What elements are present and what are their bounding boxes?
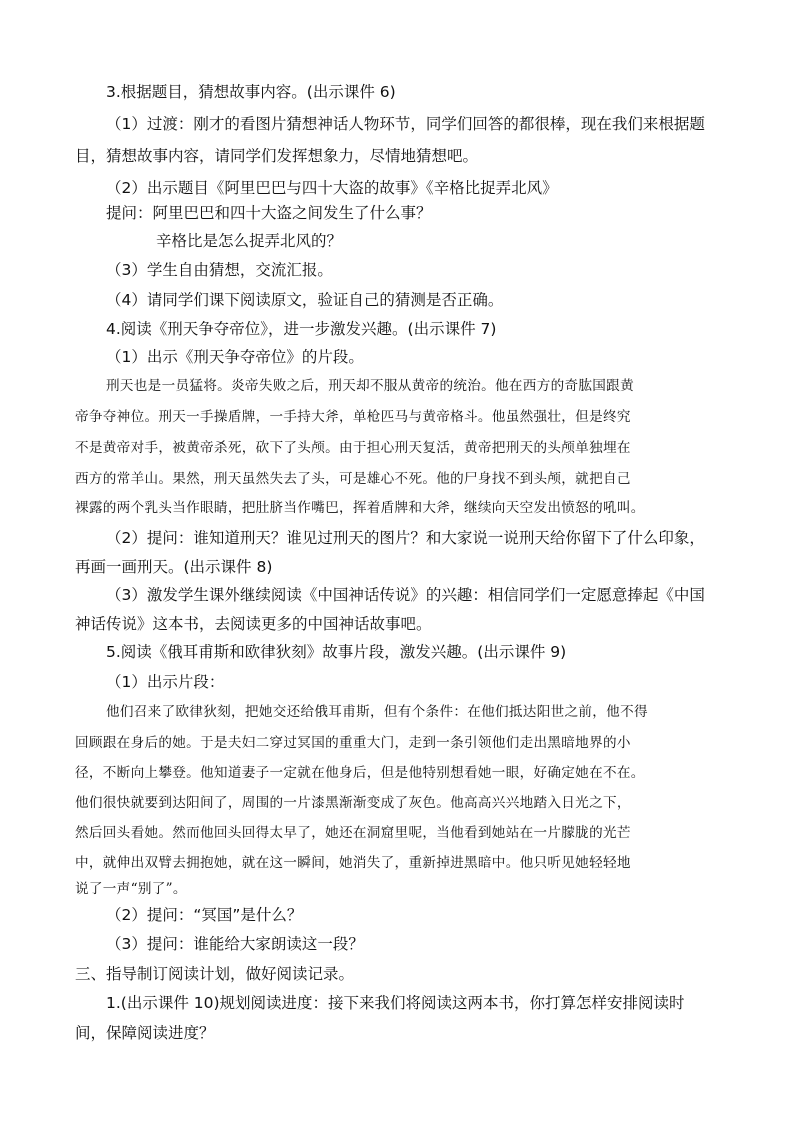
quote-line: 帝争夺神位。刑天一手操盾牌，一手持大斧，单枪匹马与黄帝格斗。他虽然强壮，但是终究 bbox=[75, 409, 631, 425]
text-line: （2）出示题目《阿里巴巴与四十大盗的故事》《辛格比捉弄北风》 bbox=[106, 179, 558, 197]
text-line: 间，保障阅读进度？ bbox=[75, 1024, 215, 1042]
quote-line: 他们召来了欧律狄刻，把她交还给俄耳甫斯，但有个条件：在他们抵达阳世之前，他不得 bbox=[106, 704, 648, 720]
quote-line: 不是黄帝对手，被黄帝杀死，砍下了头颅。由于担心刑天复活，黄帝把刑天的头颅单独埋在 bbox=[75, 440, 631, 456]
quote-line: 裸露的两个乳头当作眼睛，把肚脐当作嘴巴，挥着盾牌和大斧，继续向天空发出愤怒的吼叫。 bbox=[75, 500, 645, 516]
quote-line: 回顾跟在身后的她。于是夫妇二穿过冥国的重重大门，走到一条引领他们走出黑暗地界的小 bbox=[75, 735, 631, 751]
quote-line: 刑天也是一员猛将。炎帝失败之后，刑天却不服从黄帝的统治。他在西方的奇肱国跟黄 bbox=[106, 378, 634, 394]
text-line: （3）激发学生课外继续阅读《中国神话传说》的兴趣：相信同学们一定愿意捧起《中国 bbox=[106, 586, 705, 604]
quote-line: 中，就伸出双臂去拥抱她，就在这一瞬间，她消失了，重新掉进黑暗中。他只听见她轻轻地 bbox=[75, 855, 631, 871]
text-line: （1）出示片段： bbox=[106, 673, 225, 691]
section-heading: 三、指导制订阅读计划，做好阅读记录。 bbox=[75, 965, 355, 983]
quote-line: 说了一声“别了”。 bbox=[75, 881, 187, 897]
quote-line: 径，不断向上攀登。他知道妻子一定就在他身后，但是他特别想看她一眼，好确定她在不在。 bbox=[75, 765, 645, 781]
text-line: 5.阅读《俄耳甫斯和欧律狄刻》故事片段，激发兴趣。(出示课件 9) bbox=[106, 643, 567, 661]
quote-line: 他们很快就要到达阳间了，周围的一片漆黑渐渐变成了灰色。他高高兴兴地踏入日光之下， bbox=[75, 795, 631, 811]
text-line: （1）出示《刑天争夺帝位》的片段。 bbox=[106, 348, 364, 366]
text-line: （4）请同学们课下阅读原文，验证自己的猜测是否正确。 bbox=[106, 291, 504, 309]
text-line: （2）提问：谁知道刑天？谁见过刑天的图片？和大家说一说刑天给你留下了什么印象， bbox=[106, 529, 705, 547]
text-line: 再画一画刑天。(出示课件 8) bbox=[75, 558, 273, 576]
text-line: 目，猜想故事内容，请同学们发挥想象力，尽情地猜想吧。 bbox=[75, 147, 479, 165]
quote-line: 然后回头看她。然而他回头回得太早了，她还在洞窟里呢，当他看到她站在一片朦胧的光芒 bbox=[75, 825, 631, 841]
text-line: 3.根据题目，猜想故事内容。(出示课件 6) bbox=[106, 83, 396, 101]
text-line: 4.阅读《刑天争夺帝位》，进一步激发兴趣。(出示课件 7) bbox=[106, 320, 497, 338]
text-line: 辛格比是怎么捉弄北风的？ bbox=[156, 232, 343, 250]
text-line: 1.(出示课件 10)规划阅读进度：接下来我们将阅读这两本书，你打算怎样安排阅读时 bbox=[106, 994, 685, 1012]
text-line: 神话传说》这本书，去阅读更多的中国神话故事吧。 bbox=[75, 615, 432, 633]
text-line: （3）学生自由猜想，交流汇报。 bbox=[106, 261, 333, 279]
text-line: 提问：阿里巴巴和四十大盗之间发生了什么事？ bbox=[106, 204, 432, 222]
text-line: （3）提问：谁能给大家朗读这一段？ bbox=[106, 935, 364, 953]
text-line: （2）提问：“冥国”是什么？ bbox=[106, 906, 303, 924]
text-line: （1）过渡：刚才的看图片猜想神话人物环节，同学们回答的都很棒，现在我们来根据题 bbox=[106, 115, 705, 133]
quote-line: 西方的常羊山。果然，刑天虽然失去了头，可是雄心不死。他的尸身找不到头颅，就把自己 bbox=[75, 471, 631, 487]
